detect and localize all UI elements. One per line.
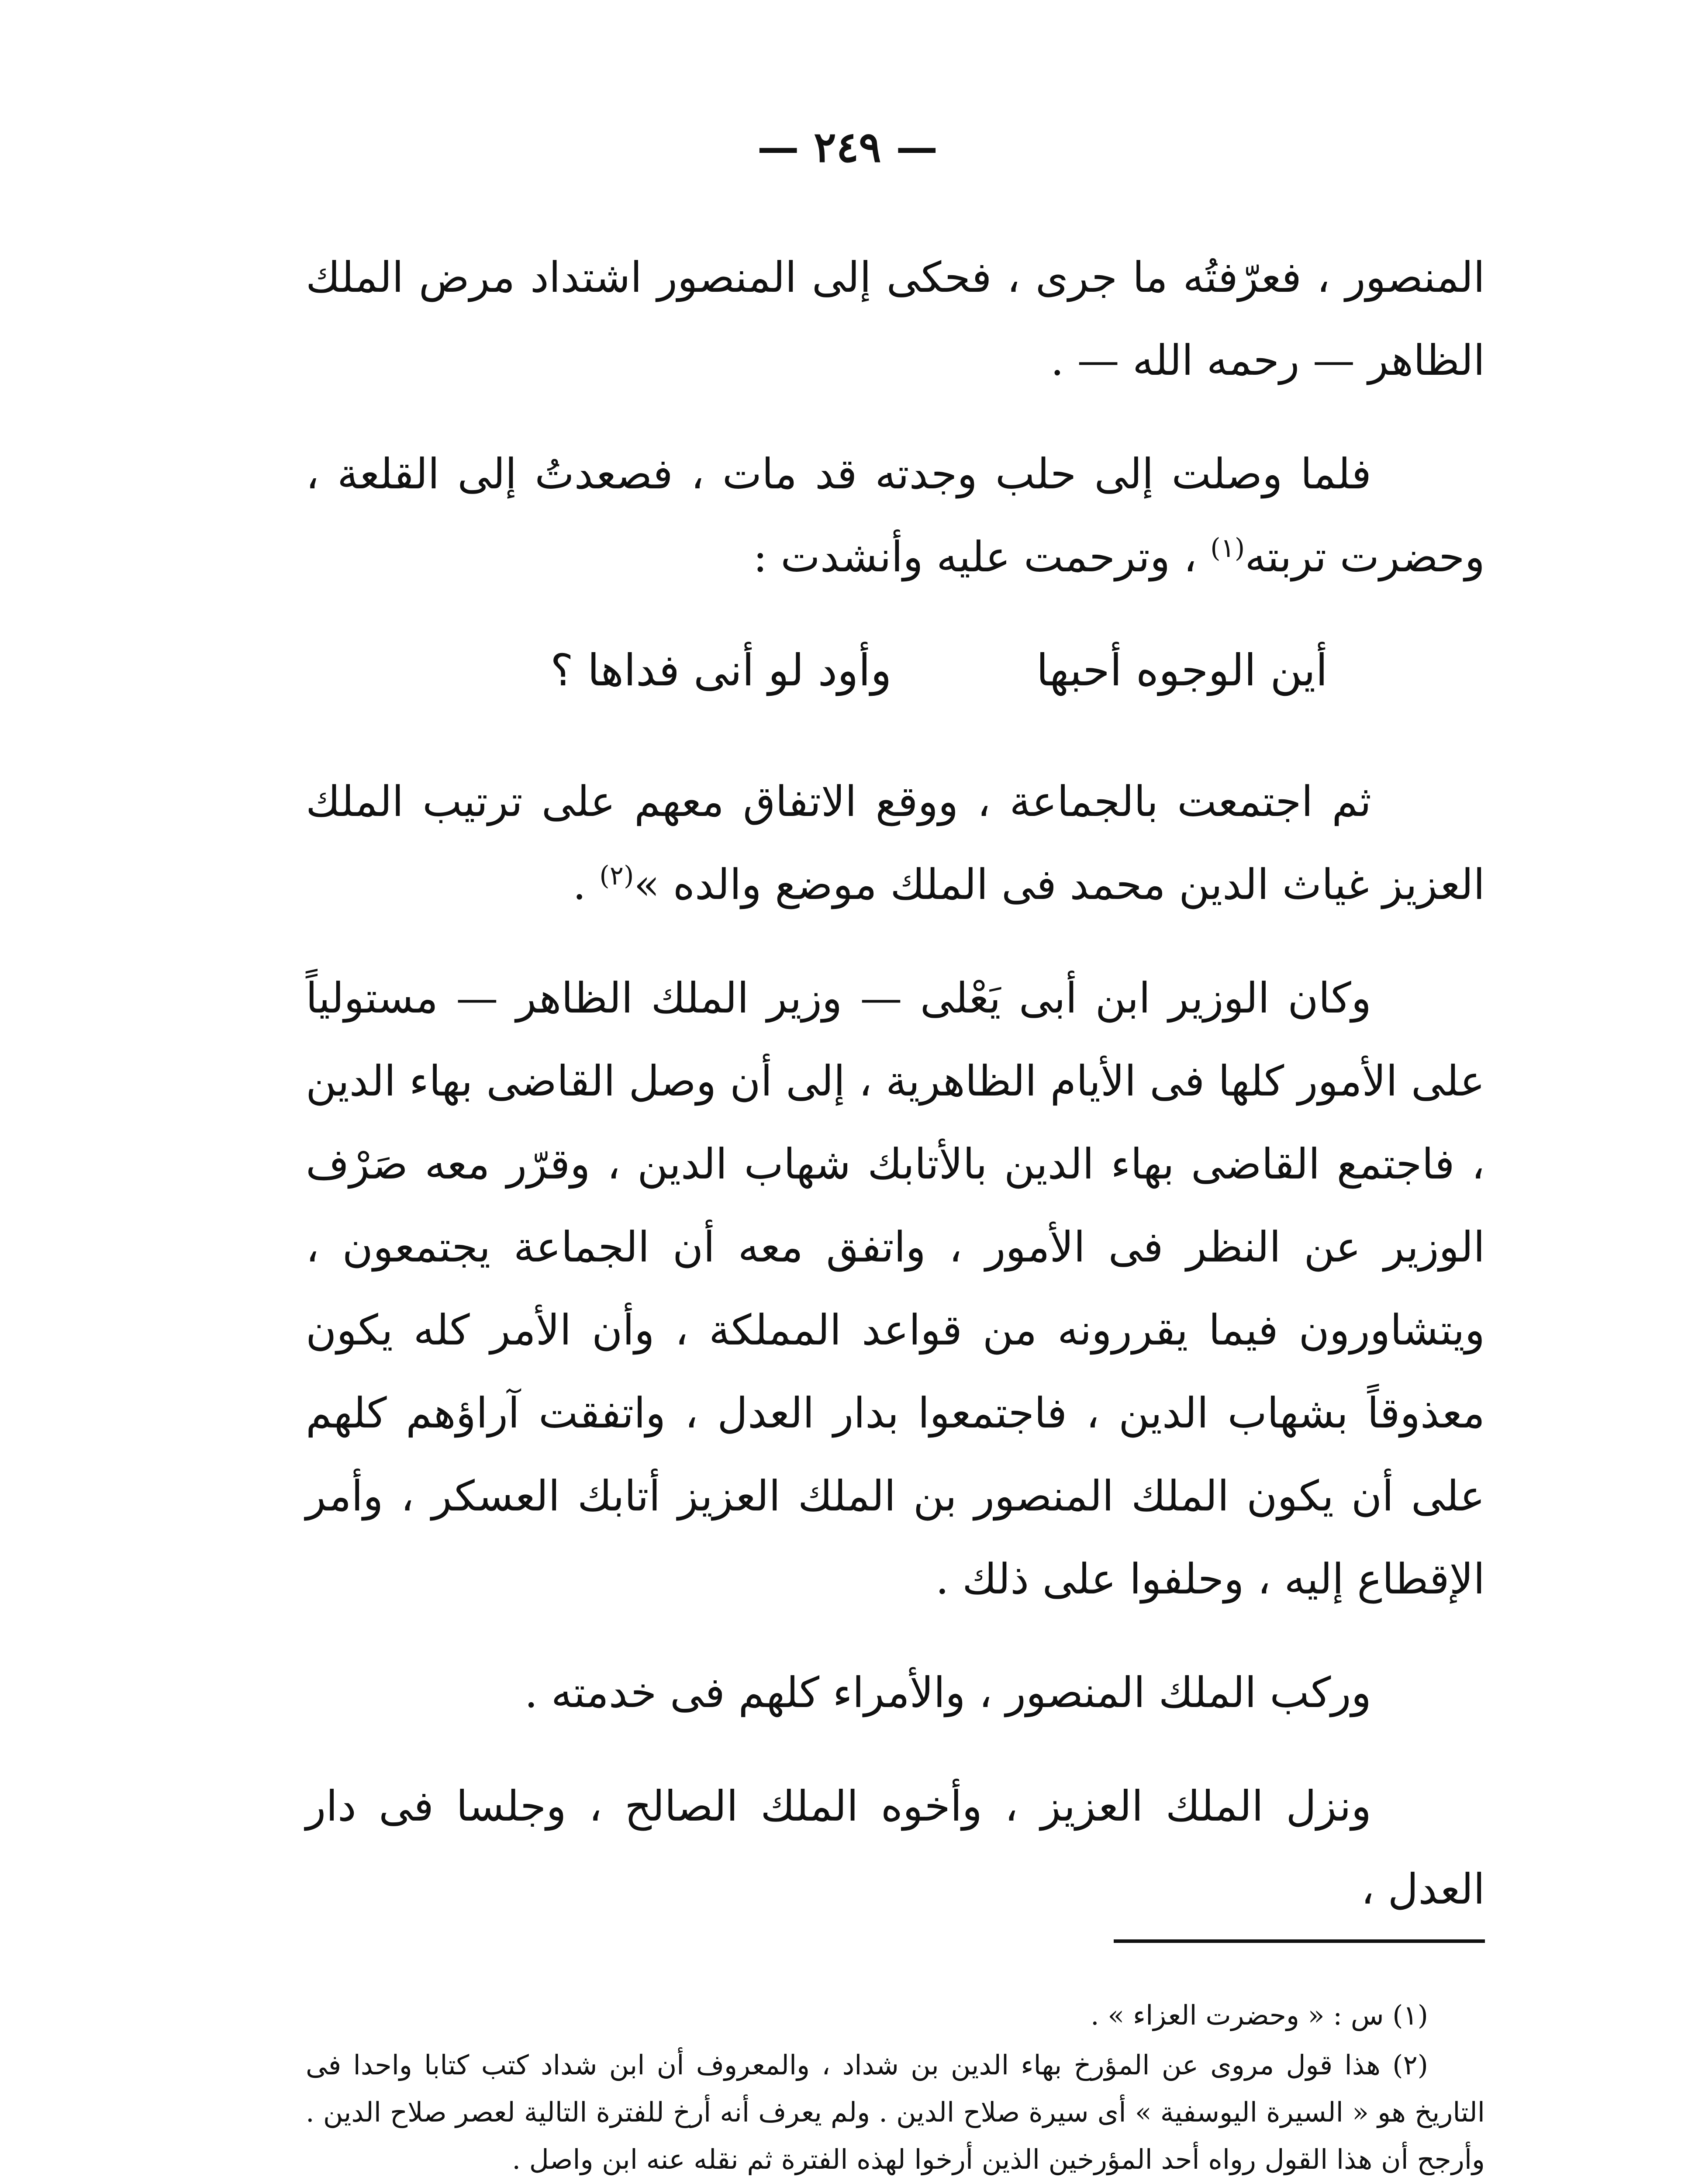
footnote-1-text: س : « وحضرت العزاء » .	[1090, 1999, 1384, 2031]
paragraph-2-tail: ، وترحمت عليه وأنشدت :	[753, 532, 1197, 581]
paragraph-1: المنصور ، فعرّفتُه ما جرى ، فحكى إلى المنصور اشتداد مرض الملك الظاهر — رحمه الله — .	[306, 253, 1485, 385]
footnote-1-marker: (١)	[1392, 1999, 1428, 2031]
paragraph-3-text: ثم اجتمعت بالجماعة ، ووقع الاتفاق معهم على ترتيب الملك العزيز غياث الدين محمد فى الملك موضع والده »	[306, 777, 1485, 909]
verse-hemistich-2: وأود لو أنى فداها ؟	[550, 645, 892, 696]
footnotes	[306, 1992, 1485, 2184]
footnote-divider	[1114, 1939, 1485, 1943]
paragraph-6: ونزل الملك العزيز ، وأخوه الملك الصالح ، وجلسا فى دار العدل ،	[306, 1782, 1485, 1914]
poetry-verse	[306, 629, 1485, 712]
footnote-2	[306, 2042, 1485, 2183]
paragraph-2	[306, 432, 1485, 598]
paragraph-2-text: فلما وصلت إلى حلب وجدته قد مات ، فصعدتُ إلى القلعة ، وحضرت تربته	[306, 449, 1485, 581]
note-ref-1: (١)	[1210, 533, 1245, 563]
note-ref-2: (٢)	[599, 860, 634, 891]
paragraph-3	[306, 760, 1485, 926]
verse-hemistich-1: أين الوجوه أحبها	[1036, 645, 1328, 696]
page-number: — ٢٤٩ —	[757, 122, 938, 172]
footnote-2-marker: (٢)	[1392, 2049, 1428, 2081]
paragraph-5: وركب الملك المنصور ، والأمراء كلهم فى خدمته .	[524, 1668, 1371, 1717]
paragraph-4: وكان الوزير ابن أبى يَعْلى — وزير الملك الظاهر — مستولياً على الأمور كلها فى الأيام الظاهرية ، إلى أن وصل القاضى بهاء الدين ، فاجتمع القاضى بهاء الدين بالأتابك شهاب الدين ، وقرّر معه صَرْف الوزير عن النظر فى الأمور ، واتفق معه أن الجماعة يجتمعون ، ويتشاورون فيما يقررونه من قواعد المملكة ، وأن الأمر كله يكون معذوقاً بشهاب الدين ، فاجتمعوا بدار العدل ، واتفقت آراؤهم كلهم على أن يكون الملك المنصور بن الملك العزيز أتابك العسكر ، وأمر الإقطاع إليه ، وحلفوا على ذلك .	[306, 974, 1485, 1603]
footnote-2-text: هذا قول مروى عن المؤرخ بهاء الدين بن شداد ، والمعروف أن ابن شداد كتب كتابا واحدا فى التاريخ هو « السيرة اليوسفية » أى سيرة صلاح الدين . ولم يعرف أنه أرخ للفترة التالية لعصر صلاح الدين . وأرجح أن هذا القول رواه أحد المؤرخين الذين أرخوا لهذه الفترة ثم نقله عنه ابن واصل .	[306, 2049, 1485, 2175]
paragraph-3-tail: .	[573, 860, 586, 909]
main-text	[306, 236, 1485, 1961]
footnote-1	[306, 1992, 1485, 2039]
